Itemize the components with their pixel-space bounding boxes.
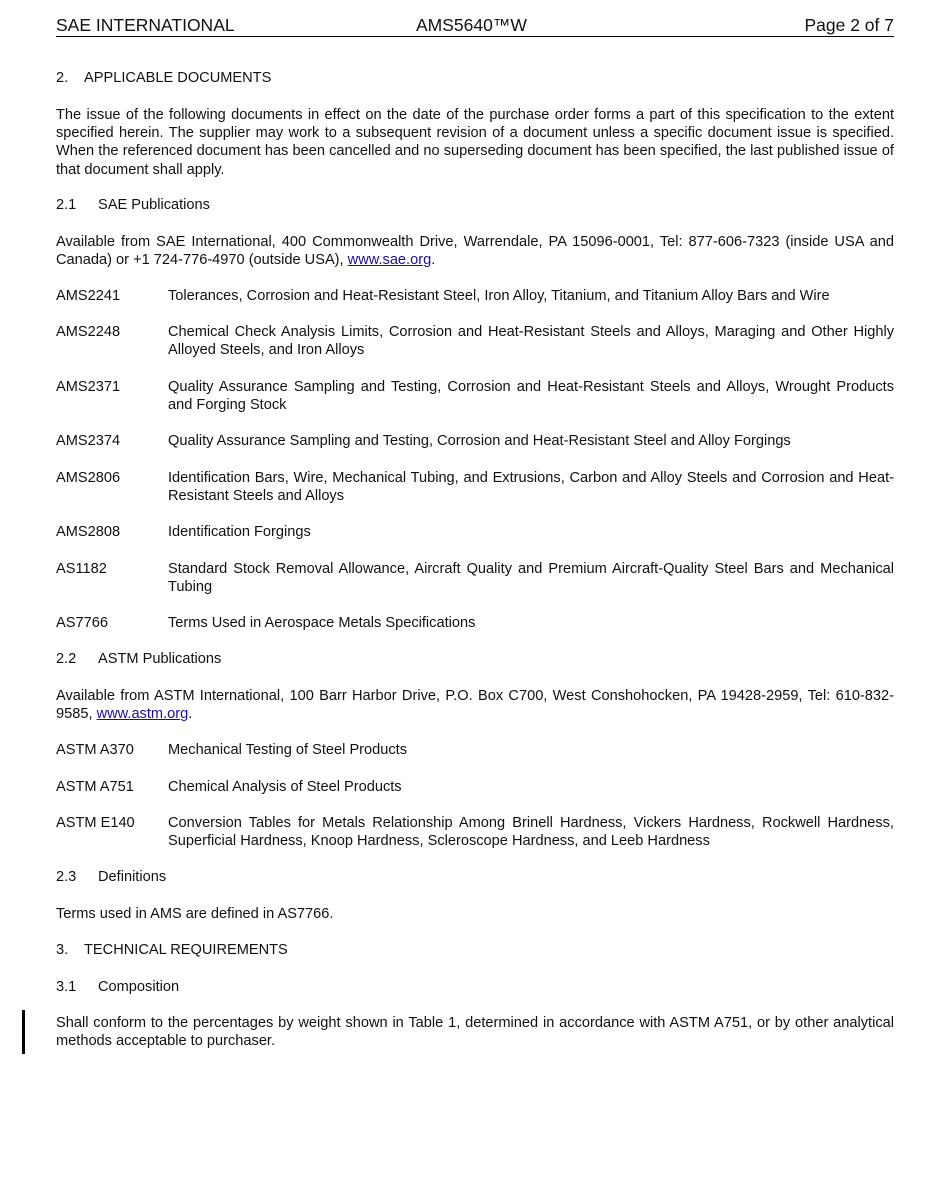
document-page	[56, 14, 894, 1050]
revision-change-bar	[22, 1010, 25, 1054]
section-2-1-heading: 2.1 SAE Publications	[56, 197, 210, 213]
reference-ams2374: AMS2374 Quality Assurance Sampling and Testing, Corrosion and Heat-Resistant Steel and Alloy Forgings	[56, 433, 791, 449]
reference-ams2248: AMS2248 Chemical Check Analysis Limits, Corrosion and Heat-Resistant Steels and Alloys, Maraging and Other Highly Alloyed Steels, and Iron Alloys	[56, 324, 894, 359]
section-2-2-heading: 2.2 ASTM Publications	[56, 651, 222, 667]
section-2-1-availability: Available from SAE International, 400 Commonwealth Drive, Warrendale, PA 15096-0001, Tel: 877-606-7323 (inside USA and Canada) or +1 724-776-4970 (outside USA), www.sae.org.	[56, 234, 894, 269]
section-2-2-availability: Available from ASTM International, 100 Barr Harbor Drive, P.O. Box C700, West Conshohocken, PA 19428-2959, Tel: 610-832-9585, www.astm.org.	[56, 688, 894, 723]
header-page-number: Page 2 of 7	[804, 15, 894, 35]
section-3-1-text: Shall conform to the percentages by weight shown in Table 1, determined in accordance with ASTM A751, or by other analytical methods acceptable to purchaser.	[56, 1015, 894, 1050]
section-2-3-text: Terms used in AMS are defined in AS7766.	[56, 906, 334, 922]
header-org: SAE INTERNATIONAL	[56, 15, 235, 35]
header-doc-id: AMS5640™W	[416, 15, 527, 35]
reference-ams2371: AMS2371 Quality Assurance Sampling and Testing, Corrosion and Heat-Resistant Steels and Alloys, Wrought Products and Forging Stock	[56, 379, 894, 414]
reference-as1182: AS1182 Standard Stock Removal Allowance, Aircraft Quality and Premium Aircraft-Quality Steel Bars and Mechanical Tubing	[56, 561, 894, 596]
reference-ams2241: AMS2241 Tolerances, Corrosion and Heat-Resistant Steel, Iron Alloy, Titanium, and Titanium Alloy Bars and Wire	[56, 288, 830, 304]
reference-ams2806: AMS2806 Identification Bars, Wire, Mechanical Tubing, and Extrusions, Carbon and Alloy Steels and Corrosion and Heat-Resistant Steels and Alloys	[56, 470, 894, 505]
astm-website-link[interactable]: www.astm.org	[96, 706, 189, 723]
section-3-1-heading: 3.1 Composition	[56, 979, 180, 995]
reference-ams2808: AMS2808 Identification Forgings	[56, 524, 311, 540]
section-2-heading: 2. APPLICABLE DOCUMENTS	[56, 70, 272, 86]
section-2-intro: The issue of the following documents in effect on the date of the purchase order forms a part of this specification to the extent specified herein. The supplier may work to a subsequent revision of a document unless a specific document issue is specified. When the referenced document has been cancelled and no superseding document has been specified, the last published issue of that document shall apply.	[56, 107, 894, 178]
reference-astm-a751: ASTM A751 Chemical Analysis of Steel Products	[56, 779, 402, 795]
reference-astm-e140: ASTM E140 Conversion Tables for Metals Relationship Among Brinell Hardness, Vickers Hardness, Rockwell Hardness, Superficial Hardness, Knoop Hardness, Scleroscope Hardness, and Leeb Hardness	[56, 815, 894, 850]
reference-as7766: AS7766 Terms Used in Aerospace Metals Specifications	[56, 615, 476, 631]
section-3-heading: 3. TECHNICAL REQUIREMENTS	[56, 942, 288, 958]
sae-website-link[interactable]: www.sae.org	[347, 252, 432, 269]
section-2-3-heading: 2.3 Definitions	[56, 869, 167, 885]
page-header	[56, 14, 894, 37]
reference-astm-a370: ASTM A370 Mechanical Testing of Steel Products	[56, 742, 408, 758]
